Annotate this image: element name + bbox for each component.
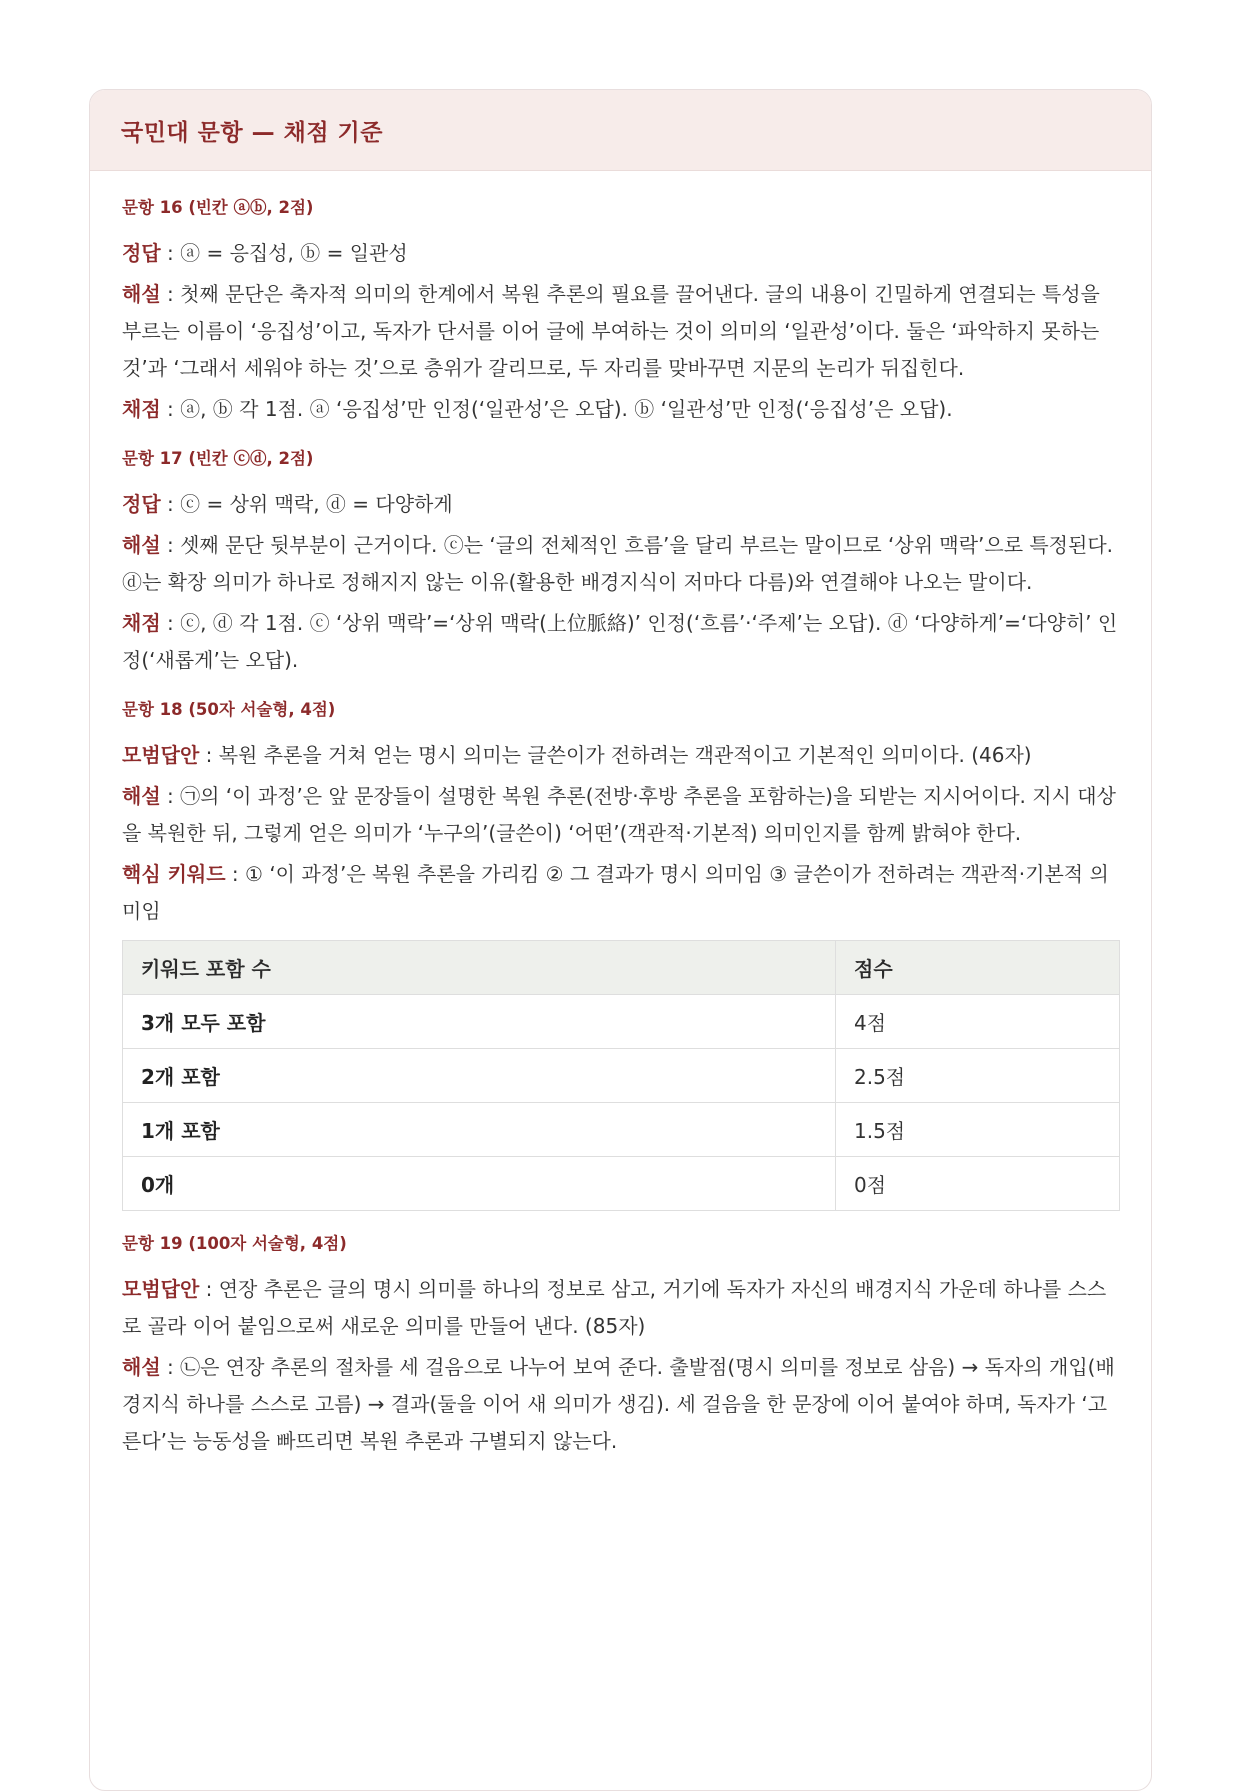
answer-text: : ⓐ = 응집성, ⓑ = 일관성 (160, 241, 408, 265)
model-answer-paragraph (122, 1271, 1119, 1345)
answer-paragraph (122, 235, 1119, 272)
question-heading: 문항 19 (100자 서술형, 4점) (122, 1234, 347, 1253)
grading-paragraph (122, 605, 1119, 679)
answer-paragraph (122, 486, 1119, 523)
keyword-count-cell: 2개 포함 (123, 1049, 836, 1103)
grading-text: : ⓒ, ⓓ 각 1점. ⓒ ‘상위 맥락’=‘상위 맥락(上位脈絡)’ 인정(‘흐름’·‘주제’는 오답). ⓓ ‘다양하게’=‘다양히’ 인정(‘새롭게’는 오답). (122, 611, 1118, 672)
model-answer-label: 모범답안 (122, 743, 200, 767)
column-header-keyword-count: 키워드 포함 수 (123, 941, 836, 995)
keyword-count-cell: 0개 (123, 1157, 836, 1211)
column-header-score: 점수 (836, 941, 1120, 995)
keyword-paragraph (122, 856, 1119, 930)
table-row (123, 1103, 1120, 1157)
grading-label: 채점 (122, 397, 161, 421)
grading-label: 채점 (122, 611, 161, 635)
explanation-text: : 셋째 문단 뒷부분이 근거이다. ⓒ는 ‘글의 전체적인 흐름’을 달리 부르는 말이므로 ‘상위 맥락’으로 특정된다. ⓓ는 확장 의미가 하나로 정해지지 않는 이유(활용한 배경지식이 저마다 다름)와 연결해야 나오는 말이다. (122, 533, 1114, 594)
keyword-count-cell: 1개 포함 (123, 1103, 836, 1157)
model-answer-label: 모범답안 (122, 1277, 200, 1301)
keyword-count-cell: 3개 모두 포함 (123, 995, 836, 1049)
grading-text: : ⓐ, ⓑ 각 1점. ⓐ ‘응집성’만 인정(‘일관성’은 오답). ⓑ ‘일관성’만 인정(‘응집성’은 오답). (160, 397, 953, 421)
score-cell: 1.5점 (836, 1103, 1120, 1157)
score-cell: 4점 (836, 995, 1120, 1049)
question-heading: 문항 17 (빈칸 ⓒⓓ, 2점) (122, 449, 314, 468)
question-heading: 문항 18 (50자 서술형, 4점) (122, 700, 336, 719)
question-heading: 문항 16 (빈칸 ⓐⓑ, 2점) (122, 198, 314, 217)
answer-label: 정답 (122, 492, 161, 516)
grading-paragraph (122, 391, 1119, 428)
keyword-text: : ① ‘이 과정’은 복원 추론을 가리킴 ② 그 결과가 명시 의미임 ③ 글쓴이가 전하려는 객관적·기본적 의미임 (122, 862, 1109, 923)
question-17 (122, 448, 1119, 679)
explanation-paragraph (122, 778, 1119, 852)
explanation-label: 해설 (122, 282, 161, 306)
question-16 (122, 197, 1119, 428)
explanation-text: : 첫째 문단은 축자적 의미의 한계에서 복원 추론의 필요를 끌어낸다. 글의 내용이 긴밀하게 연결되는 특성을 부르는 이름이 ‘응집성’이고, 독자가 단서를 이어 글에 부여하는 것이 의미의 ‘일관성’이다. 둘은 ‘파악하지 못하는 것’과 ‘그래서 세워야 하는 것’으로 층위가 갈리므로, 두 자리를 맞바꾸면 지문의 논리가 뒤집힌다. (122, 282, 1100, 380)
model-answer-text: : 연장 추론은 글의 명시 의미를 하나의 정보로 삼고, 거기에 독자가 자신의 배경지식 가운데 하나를 스스로 골라 이어 붙임으로써 새로운 의미를 만들어 낸다. (85자) (122, 1277, 1107, 1338)
table-row (123, 995, 1120, 1049)
table-row (123, 1157, 1120, 1211)
grading-card (89, 89, 1152, 1791)
answer-text: : ⓒ = 상위 맥락, ⓓ = 다양하게 (160, 492, 453, 516)
explanation-paragraph (122, 527, 1119, 601)
table-row (123, 1049, 1120, 1103)
model-answer-paragraph (122, 737, 1119, 774)
card-body (90, 171, 1151, 1460)
explanation-paragraph (122, 276, 1119, 387)
table-header-row (123, 941, 1120, 995)
score-table (122, 940, 1120, 1211)
answer-label: 정답 (122, 241, 161, 265)
card-header (90, 90, 1151, 171)
explanation-text: : ㉡은 연장 추론의 절차를 세 걸음으로 나누어 보여 준다. 출발점(명시 의미를 정보로 삼음) → 독자의 개입(배경지식 하나를 스스로 고름) → 결과(둘을 이어 새 의미가 생김). 세 걸음을 한 문장에 이어 붙여야 하며, 독자가 ‘고른다’는 능동성을 빠뜨리면 복원 추론과 구별되지 않는다. (122, 1355, 1115, 1453)
score-cell: 0점 (836, 1157, 1120, 1211)
explanation-label: 해설 (122, 784, 161, 808)
question-18 (122, 699, 1119, 1211)
explanation-text: : ㉠의 ‘이 과정’은 앞 문장들이 설명한 복원 추론(전방·후방 추론을 포함하는)을 되받는 지시어이다. 지시 대상을 복원한 뒤, 그렇게 얻은 의미가 ‘누구의’(글쓴이) ‘어떤’(객관적·기본적) 의미인지를 함께 밝혀야 한다. (122, 784, 1116, 845)
question-19 (122, 1233, 1119, 1460)
explanation-label: 해설 (122, 1355, 161, 1379)
score-cell: 2.5점 (836, 1049, 1120, 1103)
explanation-paragraph (122, 1349, 1119, 1460)
model-answer-text: : 복원 추론을 거쳐 얻는 명시 의미는 글쓴이가 전하려는 객관적이고 기본적인 의미이다. (46자) (199, 743, 1032, 767)
explanation-label: 해설 (122, 533, 161, 557)
page-title: 국민대 문항 — 채점 기준 (121, 119, 383, 146)
keyword-label: 핵심 키워드 (122, 862, 226, 886)
